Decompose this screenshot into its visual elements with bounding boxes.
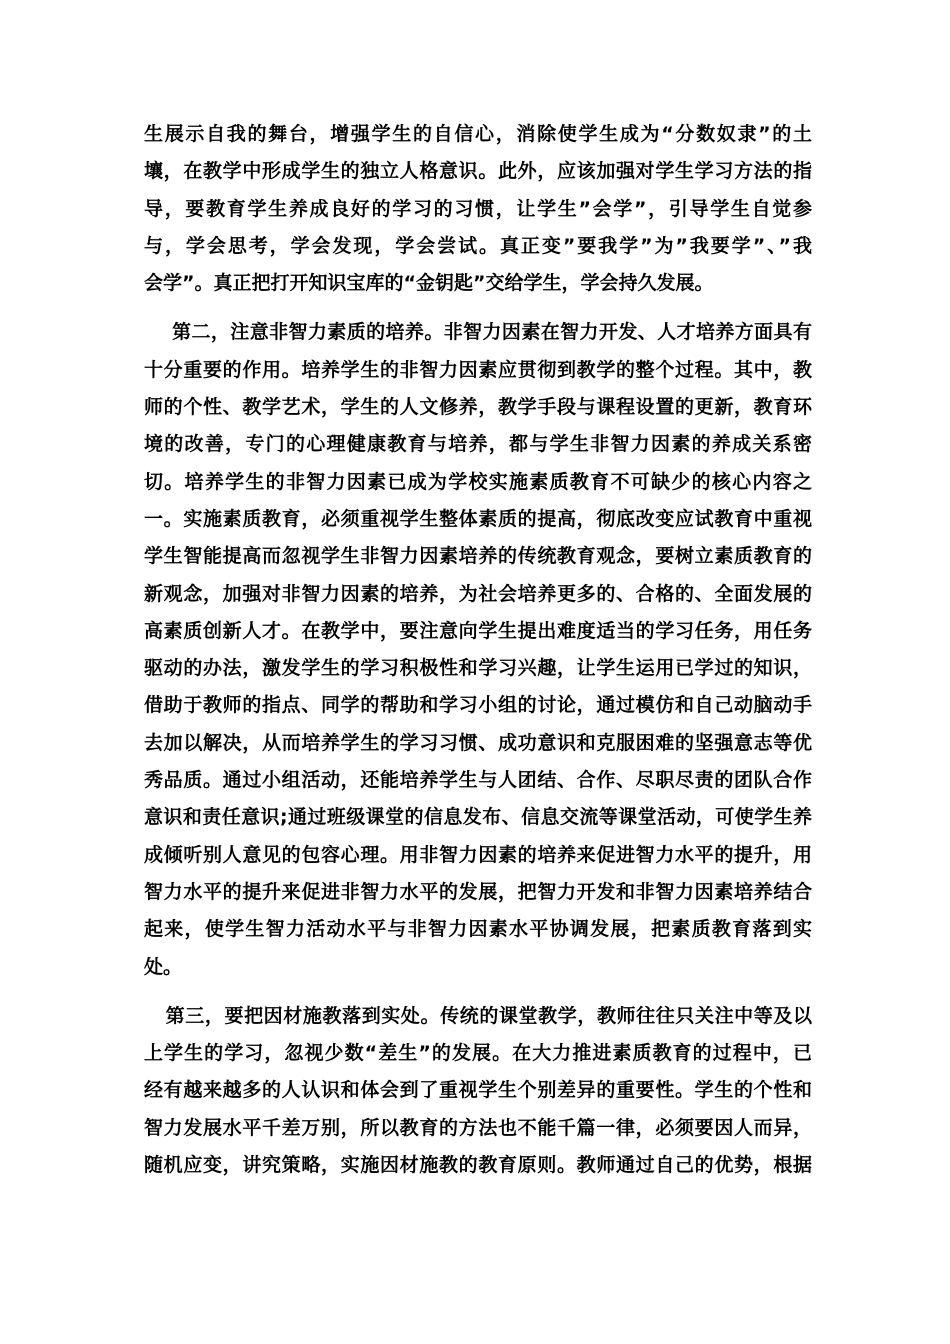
text-line: 成倾听别人意见的包容心理。用非智力因素的培养来促进智力水平的提升，用 (144, 843, 812, 866)
text-line: 十分重要的作用。培养学生的非智力因素应贯彻到教学的整个过程。其中，教 (144, 358, 812, 381)
text-line: 驱动的办法，激发学生的学习积极性和学习兴趣，让学生运用已学过的知识， (144, 657, 812, 680)
text-line: 切。培养学生的非智力因素已成为学校实施素质教育不可缺少的核心内容之 (144, 470, 812, 493)
paragraph-2 (144, 314, 812, 985)
paragraph-1 (144, 116, 812, 302)
text-line: 智力水平的提升来促进非智力水平的发展，把智力开发和非智力因素培养结合 (144, 880, 812, 903)
text-line: 意识和责任意识;通过班级课堂的信息发布、信息交流等课堂活动，可使学生养 (144, 806, 812, 829)
text-line: 秀品质。通过小组活动，还能培养学生与人团结、合作、尽职尽责的团队合作 (144, 769, 812, 792)
text-line: 一。实施素质教育，必须重视学生整体素质的提高，彻底改变应试教育中重视 (144, 507, 812, 530)
paragraph-gap (144, 302, 812, 314)
text-line: 第三，要把因材施教落到实处。传统的课堂教学，教师往往只关注中等及以 (144, 1004, 812, 1027)
text-line: 随机应变，讲究策略，实施因材施教的教育原则。教师通过自己的优势，根据 (144, 1154, 812, 1177)
text-line: 起来，使学生智力活动水平与非智力因素水平协调发展，把素质教育落到实 (144, 918, 812, 941)
text-line: 导，要教育学生养成良好的学习的习惯，让学生”会学”，引导学生自觉参 (144, 197, 812, 220)
text-line: 去加以解决，从而培养学生的学习习惯、成功意识和克服困难的坚强意志等优 (144, 731, 812, 754)
paragraph-gap (144, 986, 812, 998)
text-line: 新观念，加强对非智力因素的培养，为社会培养更多的、合格的、全面发展的 (144, 582, 812, 605)
text-line: 上学生的学习，忽视少数“差生”的发展。在大力推进素质教育的过程中，已 (144, 1042, 812, 1065)
text-line: 处。 (144, 955, 183, 978)
document-body (144, 116, 812, 1184)
text-line: 第二，注意非智力素质的培养。非智力因素在智力开发、人才培养方面具有 (144, 321, 812, 344)
text-line: 与，学会思考，学会发现，学会尝试。真正变”要我学”为”我要学”、”我 (144, 234, 812, 257)
text-line: 高素质创新人才。在教学中，要注意向学生提出难度适当的学习任务，用任务 (144, 619, 812, 642)
text-line: 境的改善，专门的心理健康教育与培养，都与学生非智力因素的养成关系密 (144, 433, 812, 456)
text-line: 会学”。真正把打开知识宝库的“金钥匙”交给学生，学会持久发展。 (144, 272, 714, 295)
text-line: 学生智能提高而忽视学生非智力因素培养的传统教育观念，要树立素质教育的 (144, 545, 812, 568)
text-line: 壤，在教学中形成学生的独立人格意识。此外，应该加强对学生学习方法的指 (144, 160, 812, 183)
text-line: 师的个性、教学艺术，学生的人文修养，教学手段与课程设置的更新，教育环 (144, 396, 812, 419)
paragraph-3 (144, 998, 812, 1184)
text-line: 借助于教师的指点、同学的帮助和学习小组的讨论，通过模仿和自己动脑动手 (144, 694, 812, 717)
text-line: 生展示自我的舞台，增强学生的自信心，消除使学生成为“分数奴隶”的土 (144, 123, 812, 145)
text-line: 经有越来越多的人认识和体会到了重视学生个别差异的重要性。学生的个性和 (144, 1079, 812, 1102)
text-line: 智力发展水平千差万别，所以教育的方法也不能千篇一律，必须要因人而异， (144, 1116, 812, 1139)
